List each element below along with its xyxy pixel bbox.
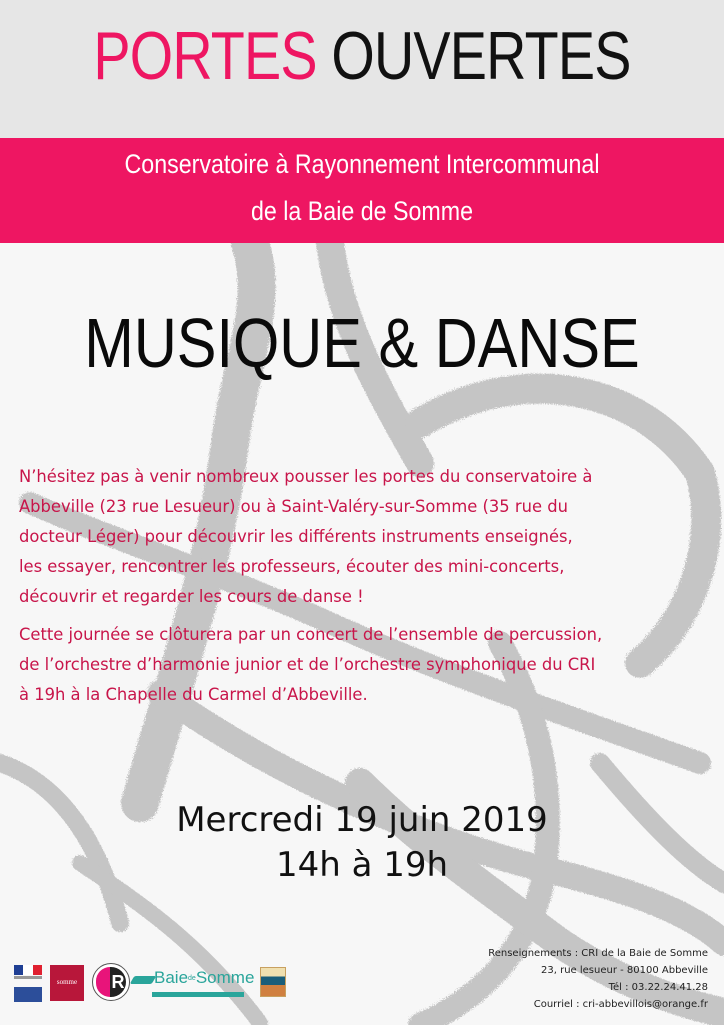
band-line-1: Conservatoire à Rayonnement Intercommunal [124,149,600,179]
headline-ouvertes: OUVERTES [331,18,631,94]
text-line: docteur Léger) pour découvrir les différents instruments enseignés, [19,527,573,546]
description-paragraph-2 [19,620,709,710]
info-email: Courriel : cri-abbevillois@orange.fr [533,999,708,1010]
text-line: à 19h à la Chapelle du Carmel d’Abbeville. [19,685,368,704]
event-title: MUSIQUE & DANSE [84,304,640,382]
contact-info [428,945,708,1013]
text-line: les essayer, rencontrer les professeurs, écouter des mini-concerts, [19,557,565,576]
info-renseignements: Renseignements : CRI de la Baie de Somme [488,948,708,959]
text-line: découvrir et regarder les cours de danse ! [19,587,364,606]
headline [65,18,659,94]
text-line: N’hésitez pas à venir nombreux pousser les portes du conservatoire à [19,467,593,486]
info-address: 23, rue lesueur - 80100 Abbeville [541,965,708,976]
event-time: 14h à 19h [275,845,449,885]
description-paragraph-1 [19,462,709,612]
info-phone: Tél : 03.22.24.41.28 [608,982,708,993]
somme-department-logo: somme [50,965,84,1001]
text-line: de l’orchestre d’harmonie junior et de l’orchestre symphonique du CRI [19,655,596,674]
headline-portes: PORTES [93,18,317,94]
republique-francaise-logo [14,965,42,1005]
text-line: Cette journée se clôturera par un concert de l’ensemble de percussion, [19,625,603,644]
wave-icon [130,976,157,984]
cri-logo: R [92,963,130,1001]
conservatoire-band [0,138,724,243]
text-line: Abbeville (23 rue Lesueur) ou à Saint-Valéry-sur-Somme (35 rue du [19,497,568,516]
saint-valery-logo [260,967,286,997]
header-banner [0,0,724,138]
band-line-2: de la Baie de Somme [250,196,474,226]
event-date: Mercredi 19 juin 2019 [176,800,548,840]
baie-de-somme-logo: BaiedeSomme [132,968,252,1002]
